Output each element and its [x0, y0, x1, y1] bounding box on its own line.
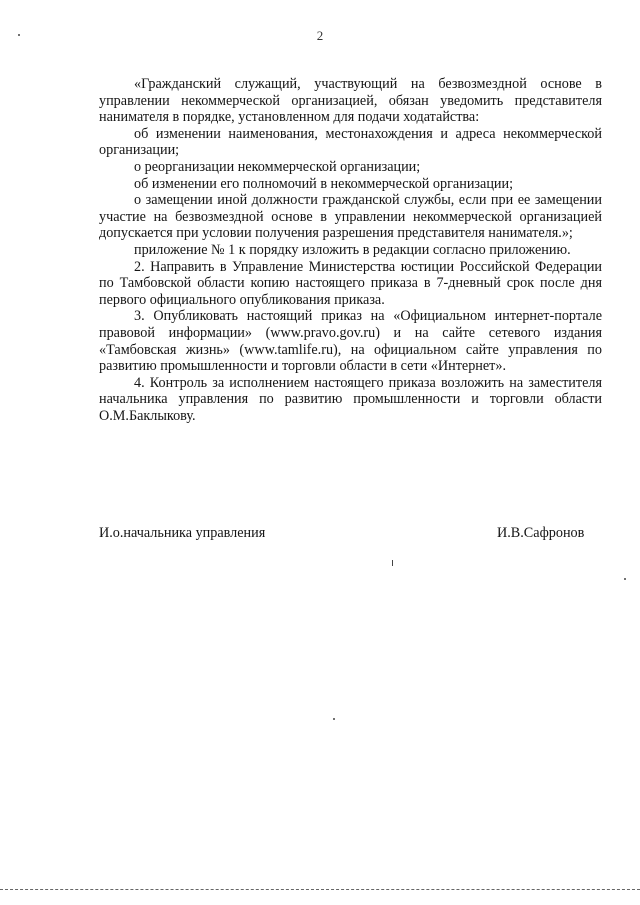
paragraph-clause-4: 4. Контроль за исполнением настоящего приказа возложить на заместителя начальника управления по развитию промышленности и торговли области О.М.Баклыкову. [99, 374, 602, 424]
paragraph-clause-3: 3. Опубликовать настоящий приказ на «Официальном интернет-портале правовой информации» (www.pravo.gov.ru) и на сайте сетевого издания «Тамбовская жизнь» (www.tamlife.ru), на официальном сайте управления по развитию промышленности и торговли области в сети «Интернет». [99, 308, 602, 375]
scan-edge-line [0, 889, 640, 892]
paragraph-appendix: приложение № 1 к порядку изложить в редакции согласно приложению. [134, 241, 571, 258]
signature-title: И.о.начальника управления [99, 525, 266, 541]
scan-speck [18, 34, 20, 36]
page-number: 2 [316, 28, 324, 43]
signature-name: И.В.Сафронов [497, 525, 585, 541]
paragraph-item-reorganization: о реорганизации некоммерческой организации; [134, 158, 421, 175]
paragraph-clause-2: 2. Направить в Управление Министерства юстиции Российской Федерации по Тамбовской области копию настоящего приказа в 7-дневный срок после дня первого официального опубликования приказа. [99, 258, 602, 308]
paragraph-item-position: о замещении иной должности гражданской службы, если при ее замещении участие на безвозмездной основе в управлении некоммерческой организацией допускается при условии получения разрешения представителя нанимателя.»; [99, 192, 602, 242]
paragraph-quote-intro: «Гражданский служащий, участвующий на безвозмездной основе в управлении некоммерческой организацией, обязан уведомить представителя нанимателя в порядке, установленном для подачи ходатайства: [99, 76, 602, 126]
paragraph-item-powers-change: об изменении его полномочий в некоммерческой организации; [134, 175, 514, 192]
paragraph-item-name-change: об изменении наименования, местонахождения и адреса некоммерческой организации; [99, 125, 602, 159]
document-body [99, 76, 602, 424]
scan-speck [333, 718, 335, 720]
scan-speck [392, 560, 393, 566]
scan-speck [624, 578, 626, 580]
